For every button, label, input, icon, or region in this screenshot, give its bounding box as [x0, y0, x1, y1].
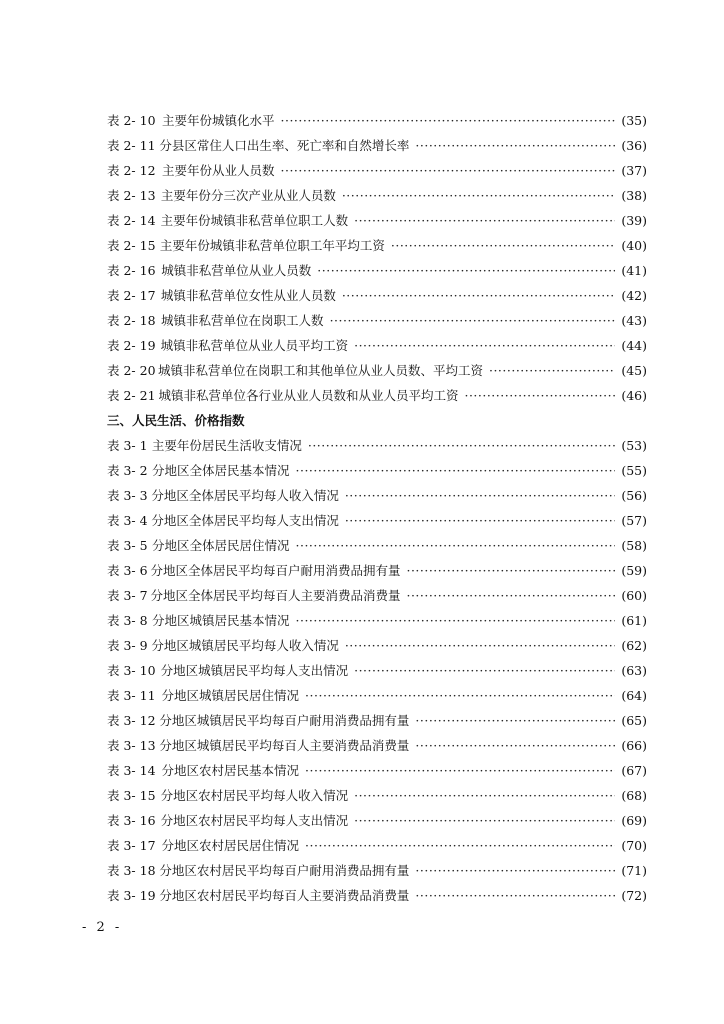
toc-leader-dots	[281, 113, 616, 128]
toc-entry-code: 表 3- 9	[107, 638, 148, 653]
table-of-contents	[107, 111, 647, 911]
toc-entry[interactable]	[107, 511, 647, 536]
toc-leader-dots	[296, 538, 616, 553]
toc-entry-page: (45)	[621, 363, 647, 378]
toc-entry-code: 表 3- 2	[107, 463, 148, 478]
toc-entry-title: 主要年份分三次产业从业人员数	[160, 188, 336, 203]
toc-entry-code: 表 3- 11	[107, 688, 156, 703]
toc-entry-code: 表 2- 14	[107, 213, 156, 228]
toc-entry[interactable]	[107, 761, 647, 786]
toc-entry-page: (67)	[621, 763, 647, 778]
toc-entry-title: 分地区农村居民平均每百人主要消费品消费量	[159, 888, 410, 903]
toc-entry-title: 分地区农村居民平均每百户耐用消费品拥有量	[159, 863, 410, 878]
toc-entry-code: 表 2- 19	[107, 338, 156, 353]
toc-leader-dots	[281, 163, 616, 178]
toc-entry[interactable]	[107, 186, 647, 211]
toc-entry-title: 分地区城镇居民平均每人收入情况	[151, 638, 339, 653]
toc-entry-title: 主要年份城镇非私营单位职工人数	[160, 213, 349, 228]
toc-leader-dots	[464, 388, 615, 403]
toc-leader-dots	[330, 313, 616, 328]
toc-entry-title: 分地区农村居民平均每人支出情况	[160, 813, 349, 828]
toc-entry-title: 城镇非私营单位女性从业人员数	[160, 288, 336, 303]
toc-entry[interactable]	[107, 786, 647, 811]
toc-entry[interactable]	[107, 136, 647, 161]
toc-entry-page: (37)	[621, 163, 647, 178]
toc-entry-page: (70)	[621, 838, 647, 853]
toc-entry-code: 表 2- 20	[107, 363, 156, 378]
toc-entry-page: (65)	[621, 713, 647, 728]
toc-entry[interactable]	[107, 711, 647, 736]
toc-entry-code: 表 2- 13	[107, 188, 156, 203]
toc-leader-dots	[305, 763, 615, 778]
toc-entry[interactable]	[107, 561, 647, 586]
toc-leader-dots	[489, 363, 615, 378]
toc-entry[interactable]	[107, 111, 647, 136]
toc-entry-page: (66)	[621, 738, 647, 753]
toc-entry-page: (56)	[621, 488, 647, 503]
toc-leader-dots	[354, 788, 615, 803]
toc-entry-code: 表 3- 1	[107, 438, 148, 453]
toc-entry-title: 主要年份居民生活收支情况	[151, 438, 302, 453]
toc-entry-code: 表 3- 12	[107, 713, 156, 728]
toc-entry-page: (72)	[621, 888, 647, 903]
toc-leader-dots	[342, 288, 616, 303]
toc-entry[interactable]	[107, 886, 647, 911]
toc-leader-dots	[305, 838, 615, 853]
toc-entry-page: (39)	[621, 213, 647, 228]
toc-entry-page: (43)	[621, 313, 647, 328]
toc-entry-title: 城镇非私营单位各行业从业人员数和从业人员平均工资	[158, 388, 459, 403]
toc-entry[interactable]	[107, 536, 647, 561]
toc-entry[interactable]	[107, 211, 647, 236]
toc-entry-title: 分地区农村居民居住情况	[161, 838, 300, 853]
toc-entry-page: (44)	[621, 338, 647, 353]
toc-leader-dots	[345, 513, 616, 528]
toc-leader-dots	[296, 463, 616, 478]
toc-entry-code: 表 3- 10	[107, 663, 156, 678]
toc-entry-page: (62)	[621, 638, 647, 653]
toc-entry-title: 分地区全体居民平均每百户耐用消费品拥有量	[150, 563, 401, 578]
toc-leader-dots	[354, 813, 615, 828]
toc-entry[interactable]	[107, 611, 647, 636]
toc-entry-title: 城镇非私营单位在岗职工人数	[161, 313, 324, 328]
toc-entry-page: (46)	[621, 388, 647, 403]
toc-entry-page: (64)	[621, 688, 647, 703]
toc-leader-dots	[345, 488, 616, 503]
toc-entry-code: 表 3- 4	[107, 513, 148, 528]
toc-entry-page: (41)	[621, 263, 647, 278]
toc-entry-code: 表 3- 17	[107, 838, 156, 853]
toc-entry-page: (35)	[621, 113, 647, 128]
toc-leader-dots	[415, 138, 615, 153]
toc-entry-code: 表 2- 15	[107, 238, 156, 253]
toc-entry-page: (69)	[621, 813, 647, 828]
toc-entry[interactable]	[107, 436, 647, 461]
toc-leader-dots	[415, 863, 615, 878]
page-number-footer: - 2 -	[82, 920, 123, 935]
toc-entry-page: (42)	[621, 288, 647, 303]
toc-leader-dots	[345, 638, 616, 653]
toc-entry-page: (55)	[621, 463, 647, 478]
toc-entry-code: 表 3- 16	[107, 813, 156, 828]
toc-leader-dots	[406, 588, 615, 603]
toc-entry-title: 分地区全体居民居住情况	[151, 538, 290, 553]
toc-entry-code: 表 3- 19	[107, 888, 156, 903]
toc-entry-page: (57)	[621, 513, 647, 528]
toc-leader-dots	[305, 688, 615, 703]
toc-entry[interactable]	[107, 811, 647, 836]
toc-entry[interactable]	[107, 836, 647, 861]
toc-leader-dots	[296, 613, 616, 628]
toc-entry-title: 分地区全体居民平均每百人主要消费品消费量	[150, 588, 401, 603]
toc-entry[interactable]	[107, 336, 647, 361]
toc-entry-page: (38)	[621, 188, 647, 203]
toc-entry-code: 表 2- 11	[107, 138, 156, 153]
toc-leader-dots	[415, 888, 615, 903]
toc-entry[interactable]	[107, 161, 647, 186]
toc-entry-page: (63)	[621, 663, 647, 678]
toc-entry-page: (40)	[621, 238, 647, 253]
toc-entry[interactable]	[107, 486, 647, 511]
toc-entry-title: 分地区城镇居民基本情况	[151, 613, 290, 628]
toc-leader-dots	[308, 438, 615, 453]
toc-entry-code: 表 3- 15	[107, 788, 156, 803]
toc-entry[interactable]	[107, 461, 647, 486]
toc-entry[interactable]	[107, 636, 647, 661]
toc-entry[interactable]	[107, 686, 647, 711]
toc-entry-code: 表 3- 14	[107, 763, 156, 778]
toc-entry-page: (61)	[621, 613, 647, 628]
toc-entry-page: (58)	[621, 538, 647, 553]
toc-entry-title: 城镇非私营单位从业人员平均工资	[160, 338, 349, 353]
toc-entry-code: 表 3- 13	[107, 738, 156, 753]
toc-entry-code: 表 2- 12	[107, 163, 156, 178]
toc-leader-dots	[415, 713, 615, 728]
toc-entry[interactable]	[107, 286, 647, 311]
toc-leader-dots	[354, 213, 615, 228]
toc-entry-page: (59)	[621, 563, 647, 578]
toc-entry-page: (71)	[621, 863, 647, 878]
toc-entry-title: 主要年份从业人员数	[162, 163, 275, 178]
toc-entry-page: (53)	[621, 438, 647, 453]
toc-entry-page: (36)	[621, 138, 647, 153]
toc-entry[interactable]	[107, 311, 647, 336]
toc-entry-page: (68)	[621, 788, 647, 803]
toc-entry-code: 表 2- 16	[107, 263, 156, 278]
toc-entry[interactable]	[107, 236, 647, 261]
toc-entry[interactable]	[107, 361, 647, 386]
toc-entry[interactable]	[107, 586, 647, 611]
toc-leader-dots	[406, 563, 615, 578]
toc-entry[interactable]	[107, 261, 647, 286]
toc-entry-title: 分地区全体居民平均每人支出情况	[151, 513, 339, 528]
toc-entry-title: 分地区全体居民基本情况	[151, 463, 290, 478]
toc-leader-dots	[415, 738, 615, 753]
toc-entry-code: 表 3- 8	[107, 613, 148, 628]
toc-entry-code: 表 2- 17	[107, 288, 156, 303]
toc-entry-page: (60)	[621, 588, 647, 603]
toc-entry[interactable]	[107, 861, 647, 886]
toc-entry-title: 分地区城镇居民平均每百人主要消费品消费量	[159, 738, 410, 753]
toc-entry[interactable]	[107, 736, 647, 761]
toc-entry-title: 城镇非私营单位在岗职工和其他单位从业人员数、平均工资	[157, 363, 483, 378]
toc-entry-code: 表 3- 7	[107, 588, 148, 603]
toc-entry-title: 分地区城镇居民平均每人支出情况	[160, 663, 349, 678]
toc-leader-dots	[391, 238, 615, 253]
toc-leader-dots	[354, 338, 615, 353]
toc-entry-title: 分地区城镇居民居住情况	[161, 688, 300, 703]
toc-entry-code: 表 2- 10	[107, 113, 156, 128]
toc-entry-title: 城镇非私营单位从业人员数	[161, 263, 312, 278]
toc-entry-title: 分地区全体居民平均每人收入情况	[151, 488, 339, 503]
toc-entry[interactable]	[107, 386, 647, 411]
toc-leader-dots	[317, 263, 615, 278]
toc-leader-dots	[342, 188, 616, 203]
toc-entry-code: 表 2- 18	[107, 313, 156, 328]
toc-entry-code: 表 3- 5	[107, 538, 148, 553]
toc-entry-title: 分地区农村居民平均每人收入情况	[160, 788, 349, 803]
toc-entry-code: 表 3- 3	[107, 488, 148, 503]
toc-entry-title: 主要年份城镇非私营单位职工年平均工资	[159, 238, 385, 253]
toc-entry-code: 表 2- 21	[107, 388, 156, 403]
toc-entry-code: 表 3- 18	[107, 863, 156, 878]
toc-entry-title: 分县区常住人口出生率、死亡率和自然增长率	[159, 138, 410, 153]
toc-leader-dots	[354, 663, 615, 678]
section-heading: 三、人民生活、价格指数	[107, 413, 245, 428]
toc-entry-title: 分地区农村居民基本情况	[161, 763, 300, 778]
toc-entry[interactable]	[107, 661, 647, 686]
toc-entry-title: 主要年份城镇化水平	[162, 113, 275, 128]
toc-entry-title: 分地区城镇居民平均每百户耐用消费品拥有量	[159, 713, 410, 728]
toc-entry-code: 表 3- 6	[107, 563, 148, 578]
